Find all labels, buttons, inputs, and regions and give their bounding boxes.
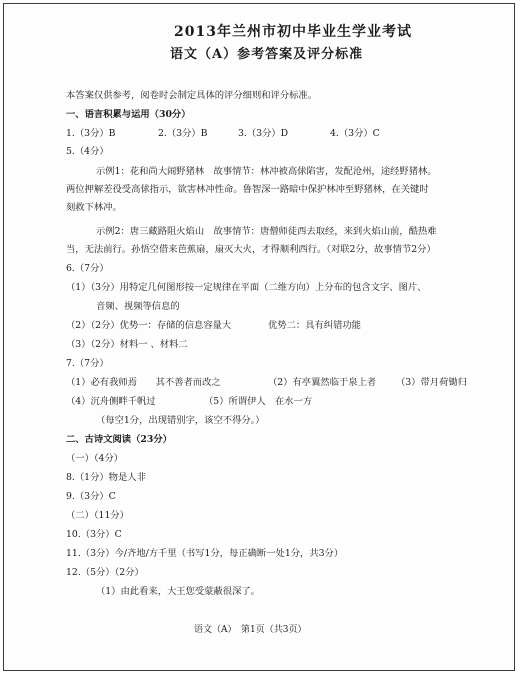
q6-part2-advantage1: （2）（2分）优势一：存储的信息容量大 [66,320,232,331]
answer-q9: 9.（3分）C [66,491,116,502]
q7-blank5: （5）所谓伊人 在水一方 [204,396,313,407]
exam-answer-page [3,3,515,671]
doc-title: 2013年兰州市初中毕业生学业考试 [174,24,412,40]
subsection-2: （二）（11分） [66,510,129,521]
page-footer: 语文（A） 第1页（共3页） [194,625,307,635]
answer-q1: 1.（3分）B [66,128,116,139]
answer-q6: 6.（7分） [66,263,109,274]
q6-part2-row [66,320,486,332]
answers-row-1-4 [66,128,486,140]
subsection-1: （一）（4分） [66,453,124,464]
q7-scoring-note: （每空1分，出现错别字，该空不得分。） [96,415,265,426]
answer-q2: 2.（3分）B [158,128,208,139]
answer-q10: 10.（3分）C [66,529,122,540]
intro-note: 本答案仅供参考，阅卷时会制定具体的评分细则和评分标准。 [66,90,318,101]
q5-example1-line2: 两位押解差役受高俅指示，欲害林冲性命。鲁智深一路暗中保护林冲至野猪林，在关键时 [66,184,429,195]
answer-q5: 5.（4分） [66,146,109,157]
q6-part1-line2: 音频、视频等信息的 [96,301,180,312]
q7-row-2 [66,396,486,408]
answer-q11: 11.（3分）今/齐地/方千里（书写1分，每正确断一处1分，共3分） [66,548,344,559]
q7-blank4: （4）沉舟侧畔千帆过 [66,396,156,407]
q5-example1-line1: 示例1：花和尚大闹野猪林 故事情节：林冲被高俅陷害，发配沧州，途经野猪林。 [96,166,437,177]
answer-q3: 3.（3分）D [238,128,289,139]
q7-blank1: （1）必有我师焉 其不善者而改之 [66,377,221,388]
answer-q8: 8.（1分）物是人非 [66,472,146,483]
q12-part1: （1）由此看来，大王您受蒙蔽很深了。 [96,586,260,597]
q7-blank3: （3）带月荷锄归 [396,377,467,388]
q6-part1-line1: （1）（3分）用特定几何图形按一定规律在平面（二维方向）上分布的包含文字、图片、 [66,282,427,293]
q7-row-1 [66,377,506,389]
answer-q7: 7.（7分） [66,358,109,369]
section-2-heading: 二、古诗文阅读（23分） [66,434,172,445]
q5-example1-line3: 刻救下林冲。 [66,202,122,213]
section-1-heading: 一、语言积累与运用（30分） [66,109,191,120]
answer-q4: 4.（3分）C [330,128,380,139]
q5-example2-line2: 当，无法前行。孙悟空借来芭蕉扇，扇灭大火，才得顺利西行。（对联2分，故事情节2分） [66,244,436,255]
q6-part2-advantage2: 优势二：具有纠错功能 [268,320,361,331]
q6-part3: （3）（2分）材料一 、材料二 [66,339,188,350]
q5-example2-line1: 示例2：唐三藏路阻火焰山 故事情节：唐僧师徒西去取经，来到火焰山前，酷热难 [96,226,437,237]
doc-subtitle: 语文（A）参考答案及评分标准 [170,47,364,62]
q7-blank2: （2）有亭翼然临于泉上者 [268,377,377,388]
answer-q12: 12.（5分）（2分） [66,567,144,578]
